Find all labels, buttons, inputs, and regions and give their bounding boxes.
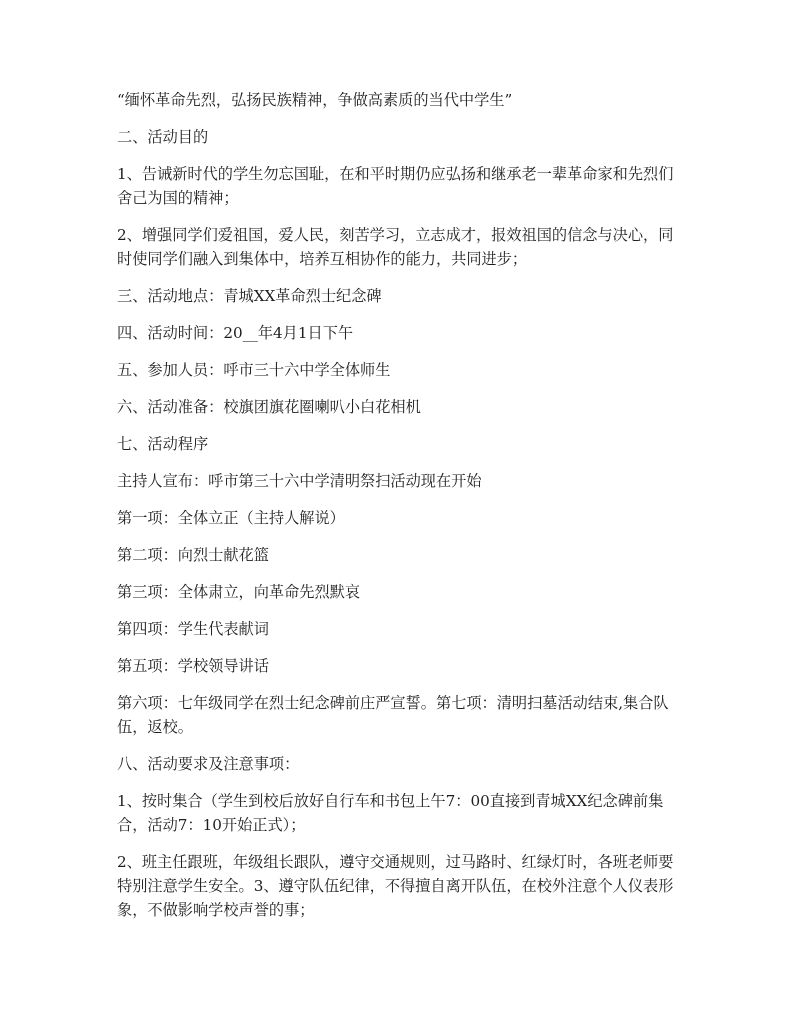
document-body: [117, 88, 685, 935]
procedure-step-4: 第四项：学生代表献词: [117, 620, 269, 638]
section-heading-procedure: 七、活动程序: [117, 435, 209, 453]
section-time: 四、活动时间：20__年4月1日下午: [117, 324, 354, 342]
procedure-step-1: 第一项：全体立正（主持人解说）: [117, 509, 345, 527]
section-location: 三、活动地点：青城XX革命烈士纪念碑: [117, 287, 382, 305]
procedure-step-3: 第三项：全体肃立，向革命先烈默哀: [117, 583, 360, 601]
requirement-item-1: 1、按时集合（学生到校后放好自行车和书包上午7：00直接到青城XX纪念碑前集合，活动7：10开始正式）；: [117, 792, 664, 834]
section-heading-requirements: 八、活动要求及注意事项：: [117, 755, 300, 773]
purpose-item-1: 1、告诫新时代的学生勿忘国耻，在和平时期仍应弘扬和继承老一辈革命家和先烈们舍己为国的精神；: [117, 165, 674, 207]
host-announcement: 主持人宣布：呼市第三十六中学清明祭扫活动现在开始: [117, 472, 482, 490]
procedure-step-5: 第五项：学校领导讲话: [117, 657, 269, 675]
section-preparation: 六、活动准备：校旗团旗花圈喇叭小白花相机: [117, 398, 421, 416]
purpose-item-2: 2、增强同学们爱祖国，爱人民，刻苦学习，立志成才，报效祖国的信念与决心，同时使同学们融入到集体中，培养互相协作的能力，共同进步；: [117, 226, 674, 268]
section-participants: 五、参加人员：呼市三十六中学全体师生: [117, 361, 391, 379]
section-heading-purpose: 二、活动目的: [117, 128, 209, 146]
procedure-step-6-7: 第六项：七年级同学在烈士纪念碑前庄严宣誓。第七项：清明扫墓活动结束,集合队伍，返校。: [117, 694, 669, 736]
procedure-step-2: 第二项：向烈士献花篮: [117, 546, 269, 564]
requirement-item-2-3: 2、班主任跟班，年级组长跟队，遵守交通规则，过马路时、红绿灯时，各班老师要特别注意学生安全。3、遵守队伍纪律，不得擅自离开队伍，在校外注意个人仪表形象，不做影响学校声誉的事；: [117, 853, 674, 919]
theme-slogan: “缅怀革命先烈，弘扬民族精神，争做高素质的当代中学生”: [117, 91, 513, 109]
